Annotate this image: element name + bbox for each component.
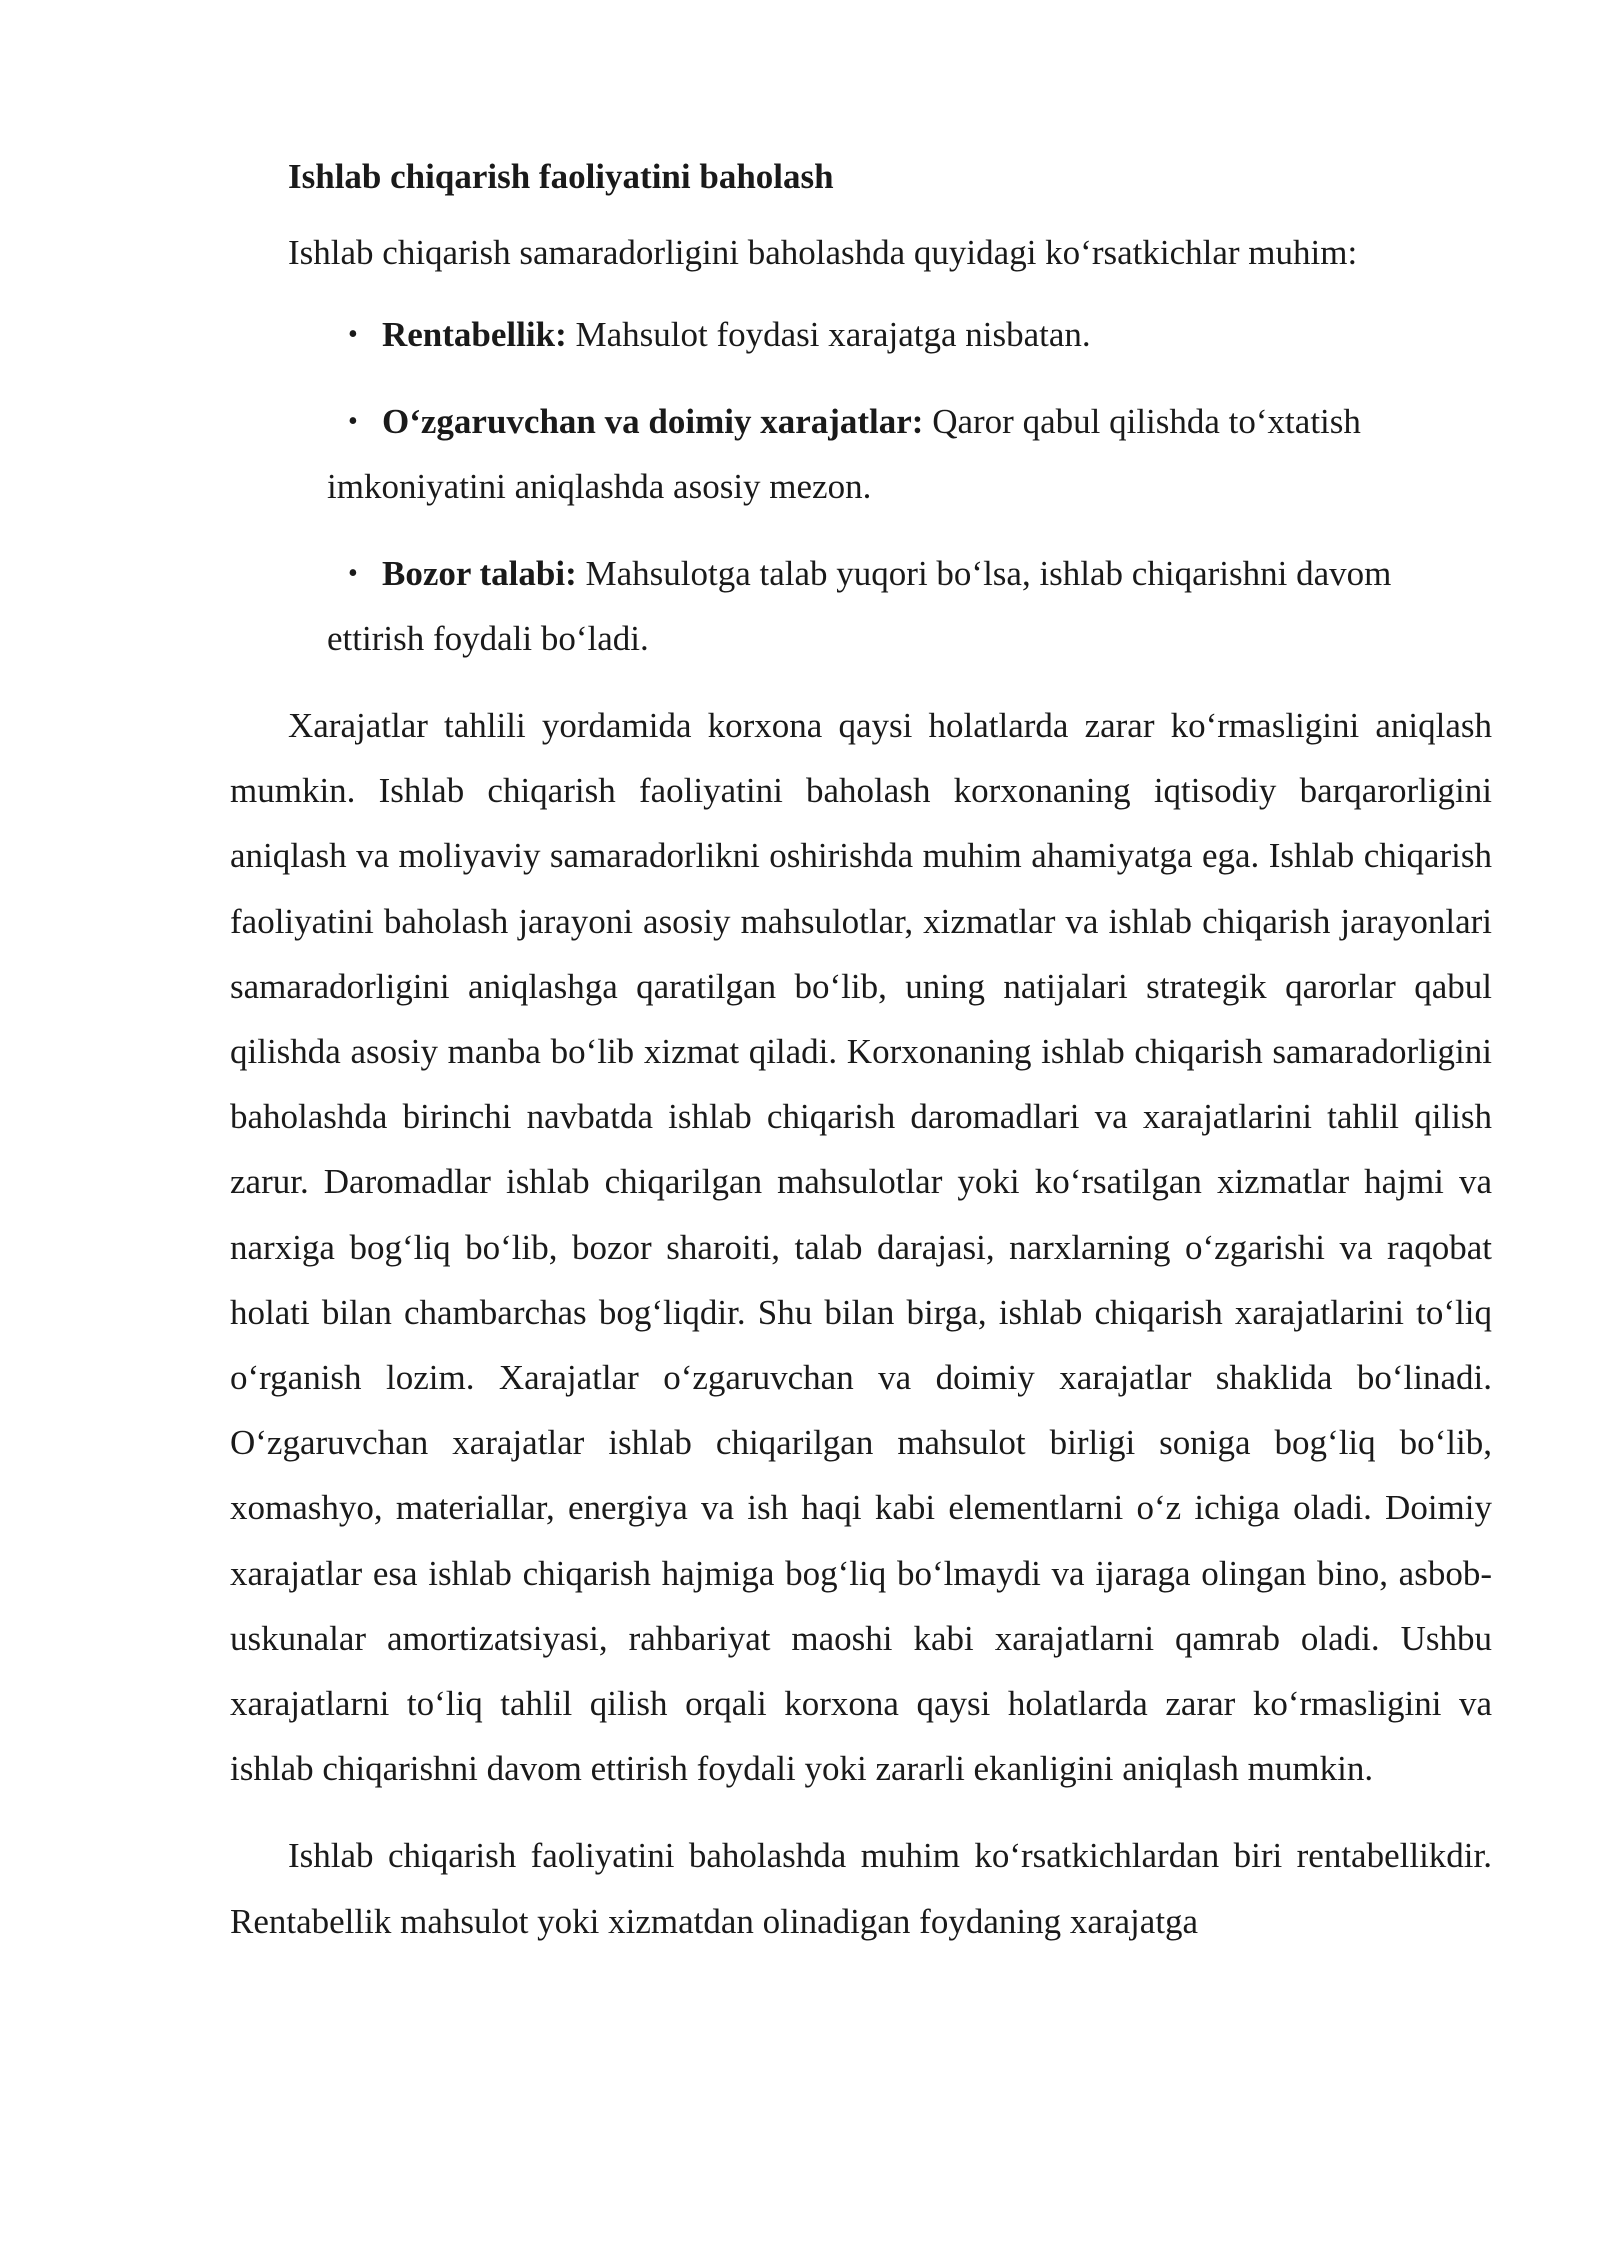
- list-item-text: Mahsulotga talab yuqori bo‘lsa, ishlab chiqarishni davom ettirish foydali bo‘ladi.: [327, 554, 1392, 658]
- list-item-rentabellik: [327, 302, 1492, 367]
- document-page: [230, 150, 1492, 1976]
- intro-paragraph: Ishlab chiqarish samaradorligini baholashda quyidagi ko‘rsatkichlar muhim:: [288, 233, 1358, 272]
- bullet-icon: •: [348, 319, 358, 350]
- list-item-bozor-talabi: [327, 541, 1492, 671]
- list-item-xarajatlar: [327, 389, 1492, 519]
- list-item-text: Qaror qabul qilishda to‘xtatish imkoniyatini aniqlashda asosiy mezon.: [327, 402, 1361, 506]
- list-item-term: Rentabellik:: [382, 315, 567, 354]
- body-paragraph: Xarajatlar tahlili yordamida korxona qaysi holatlarda zarar ko‘rmasligini aniqlash mumkin. Ishlab chiqarish faoliyatini baholash korxonaning iqtisodiy barqarorligini aniqlash va moliyaviy samaradorlikni oshirishda muhim ahamiyatga ega. Ishlab chiqarish faoliyatini baholash jarayoni asosiy mahsulotlar, xizmatlar va ishlab chiqarish jarayonlari samaradorligini aniqlashga qaratilgan bo‘lib, uning natijalari strategik qarorlar qabul qilishda asosiy manba bo‘lib xizmat qiladi. Korxonaning ishlab chiqarish samaradorligini baholashda birinchi navbatda ishlab chiqarish daromadlari va xarajatlarini tahlil qilish zarur. Daromadlar ishlab chiqarilgan mahsulotlar yoki ko‘rsatilgan xizmatlar hajmi va narxiga bog‘liq bo‘lib, bozor sharoiti, talab darajasi, narxlarning o‘zgarishi va raqobat holati bilan chambarchas bog‘liqdir. Shu bilan birga, ishlab chiqarish xarajatlarini to‘liq o‘rganish lozim. Xarajatlar o‘zgaruvchan va doimiy xarajatlar shaklida bo‘linadi. O‘zgaruvchan xarajatlar ishlab chiqarilgan mahsulot birligi soniga bog‘liq bo‘lib, xomashyo, materiallar, energiya va ish haqi kabi elementlarni o‘z ichiga oladi. Doimiy xarajatlar esa ishlab chiqarish hajmiga bog‘liq bo‘lmaydi va ijaraga olingan bino, asbob-uskunalar amortizatsiyasi, rahbariyat maoshi kabi xarajatlarni qamrab oladi. Ushbu xarajatlarni to‘liq tahlil qilish orqali korxona qaysi holatlarda zarar ko‘rmasligini va ishlab chiqarishni davom ettirish foydali yoki zararli ekanligini aniqlash mumkin.: [230, 706, 1492, 1789]
- indicator-list: [230, 302, 1492, 671]
- bullet-icon: •: [348, 406, 358, 437]
- list-item-term: O‘zgaruvchan va doimiy xarajatlar:: [382, 402, 924, 441]
- list-item-text: Mahsulot foydasi xarajatga nisbatan.: [566, 315, 1091, 354]
- body-paragraph: Ishlab chiqarish faoliyatini baholashda muhim ko‘rsatkichlardan biri rentabellikdir. Rentabellik mahsulot yoki xizmatdan olinadigan foydaning xarajatga: [230, 1836, 1492, 1941]
- bullet-icon: •: [348, 558, 358, 589]
- list-item-term: Bozor talabi:: [382, 554, 577, 593]
- section-heading: Ishlab chiqarish faoliyatini baholash: [288, 157, 834, 196]
